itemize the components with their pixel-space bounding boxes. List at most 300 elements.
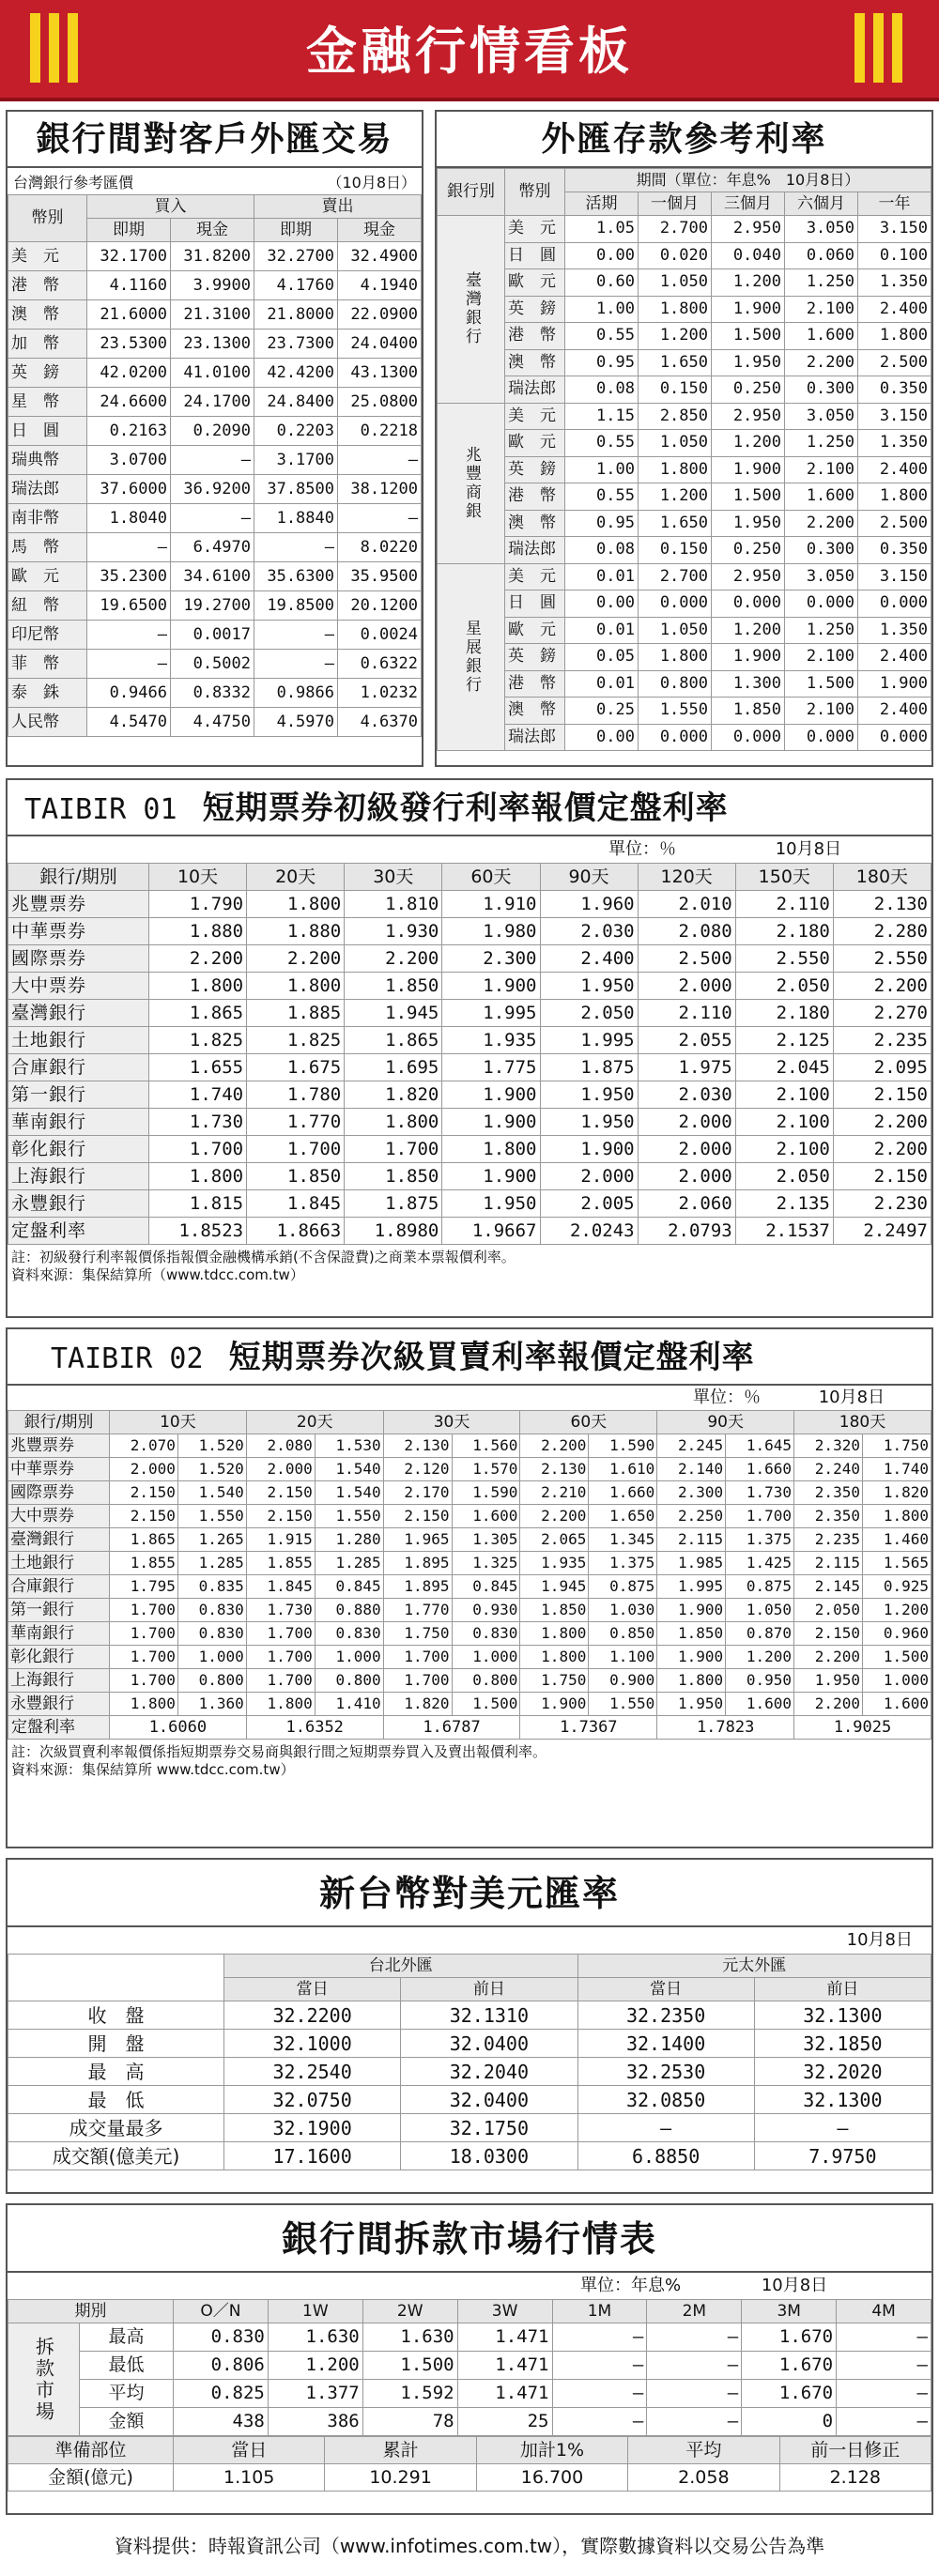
deposit-rate: 3.150 xyxy=(858,563,931,590)
deposit-rate: 1.550 xyxy=(639,698,712,725)
taibir02-fix-label: 定盤利率 xyxy=(8,1716,110,1740)
taibir02-rate: 1.800 xyxy=(862,1505,931,1528)
taibir01-rate: 2.095 xyxy=(833,1054,931,1081)
deposit-rate: 3.050 xyxy=(785,216,858,243)
fx-col-buy: 買入 xyxy=(87,195,254,219)
fx-rate: – xyxy=(87,621,171,650)
deposit-row xyxy=(438,590,931,618)
taibir02-rate: 1.375 xyxy=(726,1528,794,1552)
deposit-row xyxy=(438,349,931,376)
taibir02-rate: 1.550 xyxy=(589,1693,657,1716)
taibir02-rate: 1.100 xyxy=(589,1646,657,1669)
deposit-rate: 2.700 xyxy=(639,563,712,590)
taibir01-rate: 1.995 xyxy=(540,1027,638,1054)
taibir01-rate: 1.800 xyxy=(149,973,247,1000)
fx-rate: 0.0017 xyxy=(171,621,254,650)
taibir02-rate: 1.425 xyxy=(726,1552,794,1575)
deposit-row xyxy=(438,617,931,644)
fx-rate: 4.1940 xyxy=(338,271,422,300)
taibir02-rate: 1.945 xyxy=(520,1575,589,1599)
fx-rate: 34.6100 xyxy=(171,562,254,591)
twd-rate: 32.0400 xyxy=(401,2030,577,2058)
deposit-rate: 0.55 xyxy=(565,323,639,350)
interbank-col-6: 3M xyxy=(742,2300,837,2323)
taibir01-rate: 1.800 xyxy=(247,891,345,918)
deposit-rate: 0.00 xyxy=(565,242,639,269)
taibir02-rate: 2.000 xyxy=(110,1458,178,1481)
taibir02-rate: 0.960 xyxy=(862,1622,931,1646)
deposit-bank-label: 兆豐商銀 xyxy=(438,403,505,563)
taibir02-rate: 1.700 xyxy=(110,1599,178,1622)
taibir02-rate: 1.865 xyxy=(110,1528,178,1552)
taibir02-rate: 1.530 xyxy=(315,1434,383,1458)
taibir01-rate: 2.045 xyxy=(735,1054,833,1081)
taibir02-rate: 0.925 xyxy=(862,1575,931,1599)
deposit-rate: 1.200 xyxy=(712,269,785,297)
deposit-rate: 1.250 xyxy=(785,617,858,644)
twd-col-taipei: 台北外匯 xyxy=(224,1955,578,1978)
taibir02-rate: 2.250 xyxy=(657,1505,726,1528)
taibir02-row xyxy=(8,1505,931,1528)
taibir02-rate: 1.590 xyxy=(589,1434,657,1458)
taibir02-rate: 2.150 xyxy=(794,1622,863,1646)
taibir01-row xyxy=(8,891,931,918)
taibir01-rate: 1.935 xyxy=(442,1027,540,1054)
interbank-period-label: 期別 xyxy=(8,2300,174,2323)
taibir02-rate: 1.935 xyxy=(520,1552,589,1575)
interbank-rate: 1.670 xyxy=(742,2380,837,2408)
taibir01-bank-label: 兆豐票券 xyxy=(8,891,149,918)
taibir02-rate: 2.130 xyxy=(520,1458,589,1481)
taibir01-rate: 2.150 xyxy=(833,1081,931,1109)
taibir01-rate: 1.875 xyxy=(345,1190,442,1218)
fx-rate: 25.0800 xyxy=(338,388,422,417)
taibir02-rate: 0.830 xyxy=(452,1622,520,1646)
interbank-col-3: 3W xyxy=(457,2300,552,2323)
fx-rate: 8.0220 xyxy=(338,533,422,562)
taibir01-col-1: 10天 xyxy=(149,864,247,891)
taibir01-unit: 單位：％ xyxy=(608,839,676,859)
fx-row xyxy=(8,679,422,708)
deposit-rate: 0.60 xyxy=(565,269,639,297)
taibir02-rate: 1.950 xyxy=(794,1669,863,1693)
fx-rate: 24.1700 xyxy=(171,388,254,417)
taibir01-rate: 1.950 xyxy=(540,973,638,1000)
taibir02-rate: 1.325 xyxy=(452,1552,520,1575)
interbank-col-7: 4M xyxy=(837,2300,931,2323)
taibir02-rate: 2.000 xyxy=(246,1458,315,1481)
twd-col-yuanta-today: 當日 xyxy=(577,1978,754,2001)
taibir02-fix-rate: 1.6787 xyxy=(383,1716,520,1740)
fx-rate: 37.8500 xyxy=(254,475,338,504)
deposit-currency-label: 歐 元 xyxy=(505,430,565,457)
fx-rate: – xyxy=(338,446,422,475)
taibir02-rate: 1.820 xyxy=(383,1693,452,1716)
deposit-rate: 0.150 xyxy=(639,537,712,564)
twd-row xyxy=(8,2142,931,2170)
deposit-rate: 0.300 xyxy=(785,376,858,404)
fx-rate: 0.2163 xyxy=(87,417,171,446)
deposit-rate: 2.850 xyxy=(639,403,712,430)
deposit-row xyxy=(438,216,931,243)
taibir02-note: 註：次級買賣利率報價係指短期票券交易商與銀行間之短期票券買入及賣出報價利率。 xyxy=(11,1743,547,1760)
interbank-table xyxy=(8,2299,931,2436)
deposit-currency-label: 日 圓 xyxy=(505,590,565,618)
taibir02-col-3: 30天 xyxy=(383,1411,520,1434)
taibir01-rate: 2.000 xyxy=(638,1136,735,1163)
taibir01-rate: 1.880 xyxy=(149,918,247,945)
taibir02-bank-label: 大中票券 xyxy=(8,1505,110,1528)
taibir02-fix-row xyxy=(8,1716,931,1740)
taibir02-rate: 2.065 xyxy=(520,1528,589,1552)
taibir02-fix-rate: 1.7823 xyxy=(657,1716,794,1740)
taibir02-rate: 2.050 xyxy=(794,1599,863,1622)
taibir02-rate: 2.300 xyxy=(657,1481,726,1505)
taibir02-rate: 1.700 xyxy=(110,1669,178,1693)
deposit-rate: 1.650 xyxy=(639,510,712,537)
deposit-rate: 1.650 xyxy=(639,349,712,376)
fx-row xyxy=(8,621,422,650)
taibir01-bank-label: 臺灣銀行 xyxy=(8,1000,149,1027)
fx-currency-label: 瑞法郎 xyxy=(8,475,87,504)
deposit-currency-label: 美 元 xyxy=(505,403,565,430)
taibir02-rate: 1.900 xyxy=(657,1646,726,1669)
deposit-rate: 2.200 xyxy=(785,349,858,376)
fx-rate: 1.8840 xyxy=(254,504,338,533)
fx-rate: – xyxy=(171,504,254,533)
taibir01-bank-label: 合庫銀行 xyxy=(8,1054,149,1081)
deposit-rate: 1.800 xyxy=(858,323,931,350)
fx-table xyxy=(8,194,422,737)
taibir02-rate: 1.900 xyxy=(520,1693,589,1716)
taibir02-row xyxy=(8,1481,931,1505)
fx-rate: 24.6600 xyxy=(87,388,171,417)
taibir02-rate: 1.345 xyxy=(589,1528,657,1552)
fx-currency-label: 歐 元 xyxy=(8,562,87,591)
taibir02-rate: 1.460 xyxy=(862,1528,931,1552)
twd-rate: 32.1400 xyxy=(577,2030,754,2058)
taibir01-rate: 1.800 xyxy=(442,1136,540,1163)
interbank-rate: 1.500 xyxy=(362,2352,457,2380)
deposit-rate: 2.400 xyxy=(858,644,931,671)
deposit-rate: 0.350 xyxy=(858,537,931,564)
taibir01-row xyxy=(8,1190,931,1218)
reserve-table xyxy=(8,2436,931,2492)
taibir01-rate: 1.850 xyxy=(345,973,442,1000)
deposit-rate: 1.950 xyxy=(712,510,785,537)
interbank-col-5: 2M xyxy=(647,2300,742,2323)
interbank-unit: 單位：年息% xyxy=(580,2276,682,2295)
fx-rate: 24.0400 xyxy=(338,330,422,359)
taibir02-rate: 2.115 xyxy=(794,1552,863,1575)
fx-row xyxy=(8,359,422,388)
reserve-value: 2.128 xyxy=(779,2464,931,2492)
taibir02-row xyxy=(8,1552,931,1575)
deposit-row xyxy=(438,510,931,537)
taibir01-rate: 1.930 xyxy=(345,918,442,945)
taibir02-bank-label: 臺灣銀行 xyxy=(8,1528,110,1552)
taibir01-rate: 2.050 xyxy=(540,1000,638,1027)
fx-row xyxy=(8,330,422,359)
fx-rate: 4.4750 xyxy=(171,708,254,737)
deposit-row xyxy=(438,403,931,430)
fx-rate: 4.5470 xyxy=(87,708,171,737)
deposit-rate: 0.350 xyxy=(858,376,931,404)
deposit-col-period: 期間（單位：年息% 10月8日） xyxy=(565,169,931,192)
interbank-rate: 0.825 xyxy=(174,2380,269,2408)
deposit-rate: 1.900 xyxy=(858,670,931,698)
fx-currency-label: 星 幣 xyxy=(8,388,87,417)
taibir01-rate: 2.055 xyxy=(638,1027,735,1054)
taibir01-bank-label: 第一銀行 xyxy=(8,1081,149,1109)
taibir02-col-5: 90天 xyxy=(657,1411,794,1434)
twd-col-yuanta: 元太外匯 xyxy=(577,1955,931,1978)
taibir02-rate: 1.855 xyxy=(246,1552,315,1575)
taibir02-col-2: 20天 xyxy=(246,1411,383,1434)
taibir02-rate: 0.875 xyxy=(589,1575,657,1599)
twd-usd-date: 10月8日 xyxy=(846,1930,913,1950)
taibir01-rate: 1.845 xyxy=(247,1190,345,1218)
taibir02-rate: 1.800 xyxy=(246,1693,315,1716)
taibir01-bank-label: 永豐銀行 xyxy=(8,1190,149,1218)
taibir01-bank-label: 上海銀行 xyxy=(8,1163,149,1190)
taibir01-bank-label: 大中票券 xyxy=(8,973,149,1000)
taibir01-rate: 1.875 xyxy=(540,1054,638,1081)
deposit-rate: 1.200 xyxy=(639,323,712,350)
taibir01-bank-label: 彰化銀行 xyxy=(8,1136,149,1163)
interbank-rate: 0.806 xyxy=(174,2352,269,2380)
fx-rate: 4.1760 xyxy=(254,271,338,300)
twd-usd-table xyxy=(8,1954,931,2170)
taibir02-rate: 1.730 xyxy=(726,1481,794,1505)
taibir02-rate: 2.245 xyxy=(657,1434,726,1458)
deposit-rate: 0.060 xyxy=(785,242,858,269)
reserve-value: 10.291 xyxy=(325,2464,476,2492)
reserve-col-2: 累計 xyxy=(325,2437,476,2464)
interbank-rate: 0 xyxy=(742,2408,837,2436)
interbank-rate: 78 xyxy=(362,2408,457,2436)
taibir02-rate: 1.570 xyxy=(452,1458,520,1481)
deposit-rate: 1.800 xyxy=(639,296,712,323)
taibir01-col-8: 180天 xyxy=(833,864,931,891)
taibir02-rate: 1.985 xyxy=(657,1552,726,1575)
taibir01-rate: 1.995 xyxy=(442,1000,540,1027)
taibir02-rate: 2.150 xyxy=(246,1481,315,1505)
fx-row xyxy=(8,271,422,300)
twd-rate: 32.2040 xyxy=(401,2058,577,2086)
taibir02-rate: 2.350 xyxy=(794,1481,863,1505)
fx-currency-label: 澳 幣 xyxy=(8,300,87,330)
twd-row-label: 開 盤 xyxy=(8,2030,224,2058)
taibir01-rate: 1.885 xyxy=(247,1000,345,1027)
taibir02-row xyxy=(8,1599,931,1622)
fx-row xyxy=(8,475,422,504)
fx-source: 台灣銀行參考匯價 xyxy=(13,173,134,192)
interbank-row-label: 平均 xyxy=(80,2380,174,2408)
fx-row xyxy=(8,446,422,475)
deposit-rate: 2.400 xyxy=(858,456,931,483)
twd-rate: 32.1310 xyxy=(401,2001,577,2030)
interbank-rate: 25 xyxy=(457,2408,552,2436)
deposit-row xyxy=(438,430,931,457)
fx-col-sell-spot: 即期 xyxy=(254,219,338,242)
deposit-row xyxy=(438,537,931,564)
taibir02-rate: 2.140 xyxy=(657,1458,726,1481)
fx-rate: – xyxy=(254,621,338,650)
deposit-row xyxy=(438,698,931,725)
deposit-rate: 3.150 xyxy=(858,216,931,243)
interbank-panel xyxy=(6,2203,933,2515)
deposit-rate: 1.850 xyxy=(712,698,785,725)
taibir02-title: 短期票券次級買賣利率報價定盤利率 xyxy=(228,1339,755,1376)
fx-rate: – xyxy=(171,446,254,475)
taibir02-bank-label: 永豐銀行 xyxy=(8,1693,110,1716)
taibir01-rate: 1.8663 xyxy=(247,1218,345,1245)
taibir02-rate: 1.950 xyxy=(657,1693,726,1716)
interbank-col-4: 1M xyxy=(552,2300,647,2323)
deposit-rate: 1.350 xyxy=(858,269,931,297)
deposit-rate: 0.08 xyxy=(565,376,639,404)
taibir02-row xyxy=(8,1434,931,1458)
fx-rate: 24.8400 xyxy=(254,388,338,417)
twd-rate: 6.8850 xyxy=(577,2142,754,2170)
taibir02-rate: 1.700 xyxy=(383,1646,452,1669)
header-stripes-right xyxy=(854,13,915,83)
deposit-rate: 2.100 xyxy=(785,456,858,483)
deposit-rate: 1.600 xyxy=(785,323,858,350)
taibir01-rate: 1.950 xyxy=(442,1190,540,1218)
page-title: 金融行情看板 xyxy=(306,22,633,81)
taibir02-col-1: 10天 xyxy=(110,1411,247,1434)
deposit-currency-label: 瑞法郎 xyxy=(505,724,565,751)
taibir02-col-4: 60天 xyxy=(520,1411,657,1434)
taibir02-date: 10月8日 xyxy=(818,1388,885,1407)
fx-row xyxy=(8,504,422,533)
fx-rate: 0.5002 xyxy=(171,650,254,679)
interbank-rate: – xyxy=(647,2323,742,2352)
taibir02-rate: 1.750 xyxy=(520,1669,589,1693)
taibir02-rate: 1.800 xyxy=(520,1622,589,1646)
fx-row xyxy=(8,242,422,271)
taibir01-rate: 1.780 xyxy=(247,1081,345,1109)
twd-rate: 32.2530 xyxy=(577,2058,754,2086)
fx-rate: 32.1700 xyxy=(87,242,171,271)
twd-col-taipei-prev: 前日 xyxy=(401,1978,577,2001)
deposit-rate: 0.000 xyxy=(712,590,785,618)
reserve-value: 1.105 xyxy=(174,2464,325,2492)
deposit-rate: 1.15 xyxy=(565,403,639,430)
interbank-rate: – xyxy=(552,2323,647,2352)
fx-rate: 4.5970 xyxy=(254,708,338,737)
taibir01-col-0: 銀行/期別 xyxy=(8,864,149,891)
taibir01-rate: 2.270 xyxy=(833,1000,931,1027)
deposit-row xyxy=(438,323,931,350)
twd-usd-title: 新台幣對美元匯率 xyxy=(8,1860,931,1927)
fx-rate: 1.8040 xyxy=(87,504,171,533)
deposit-rate: 0.000 xyxy=(858,724,931,751)
taibir01-rate: 1.880 xyxy=(247,918,345,945)
taibir02-fix-rate: 1.7367 xyxy=(520,1716,657,1740)
fx-rate: 21.8000 xyxy=(254,300,338,330)
deposit-rate: 1.350 xyxy=(858,617,931,644)
deposit-rate: 0.800 xyxy=(639,670,712,698)
interbank-rate: – xyxy=(647,2352,742,2380)
twd-rate: 32.1850 xyxy=(754,2030,931,2058)
twd-col-yuanta-prev: 前日 xyxy=(754,1978,931,2001)
interbank-row xyxy=(8,2380,931,2408)
taibir01-rate: 2.0243 xyxy=(540,1218,638,1245)
taibir01-rate: 1.815 xyxy=(149,1190,247,1218)
twd-rate: – xyxy=(577,2114,754,2142)
taibir02-rate: 1.650 xyxy=(589,1505,657,1528)
deposit-rate: 1.800 xyxy=(639,456,712,483)
taibir02-bank-label: 土地銀行 xyxy=(8,1552,110,1575)
taibir01-rate: 1.950 xyxy=(540,1109,638,1136)
taibir02-rate: 0.835 xyxy=(177,1575,246,1599)
deposit-rate: 1.200 xyxy=(712,617,785,644)
deposit-col-bank: 銀行別 xyxy=(438,169,505,216)
deposit-col-0: 活期 xyxy=(565,192,639,216)
deposit-row xyxy=(438,376,931,404)
deposit-rate: 1.950 xyxy=(712,349,785,376)
fx-col-sell: 賣出 xyxy=(254,195,422,219)
taibir01-rate: 2.180 xyxy=(735,1000,833,1027)
taibir01-row xyxy=(8,918,931,945)
fx-currency-label: 瑞典幣 xyxy=(8,446,87,475)
taibir02-rate: 1.965 xyxy=(383,1528,452,1552)
taibir02-rate: 1.000 xyxy=(862,1669,931,1693)
interbank-rate: 1.670 xyxy=(742,2323,837,2352)
interbank-row xyxy=(8,2323,931,2352)
fx-rate: 0.2203 xyxy=(254,417,338,446)
fx-rate: – xyxy=(87,650,171,679)
taibir01-row xyxy=(8,1054,931,1081)
taibir01-rate: 1.800 xyxy=(149,1163,247,1190)
interbank-rate: – xyxy=(837,2323,931,2352)
taibir02-code: TAIBIR 02 xyxy=(51,1342,204,1375)
deposit-table xyxy=(437,168,931,751)
interbank-rate: – xyxy=(837,2408,931,2436)
interbank-rate: – xyxy=(552,2352,647,2380)
reserve-col-1: 當日 xyxy=(174,2437,325,2464)
taibir02-rate: 1.895 xyxy=(383,1575,452,1599)
taibir02-rate: 2.115 xyxy=(657,1528,726,1552)
taibir01-note: 註：初級發行利率報價係指報價金融機構承銷(不含保證費)之商業本票報價利率。 xyxy=(11,1249,516,1265)
header-bar xyxy=(0,0,939,101)
twd-row xyxy=(8,2086,931,2114)
taibir02-rate: 0.800 xyxy=(452,1669,520,1693)
fx-currency-label: 南非幣 xyxy=(8,504,87,533)
taibir02-rate: 1.285 xyxy=(177,1552,246,1575)
taibir01-rate: 1.695 xyxy=(345,1054,442,1081)
fx-rate: 21.3100 xyxy=(171,300,254,330)
taibir02-rate: 1.050 xyxy=(726,1599,794,1622)
taibir02-rate: 1.800 xyxy=(110,1693,178,1716)
taibir01-col-5: 90天 xyxy=(540,864,638,891)
taibir02-source: 資料來源：集保結算所 www.tdcc.com.tw） xyxy=(11,1761,295,1778)
taibir02-rate: 1.500 xyxy=(452,1693,520,1716)
taibir02-rate: 2.235 xyxy=(794,1528,863,1552)
fx-row xyxy=(8,591,422,621)
deposit-rate: 2.950 xyxy=(712,403,785,430)
fx-rate: 6.4970 xyxy=(171,533,254,562)
taibir02-rate: 1.995 xyxy=(657,1575,726,1599)
deposit-rate: 0.95 xyxy=(565,349,639,376)
taibir01-col-2: 20天 xyxy=(247,864,345,891)
deposit-rate: 0.020 xyxy=(639,242,712,269)
taibir02-rate: 1.660 xyxy=(589,1481,657,1505)
taibir02-rate: 1.800 xyxy=(657,1669,726,1693)
